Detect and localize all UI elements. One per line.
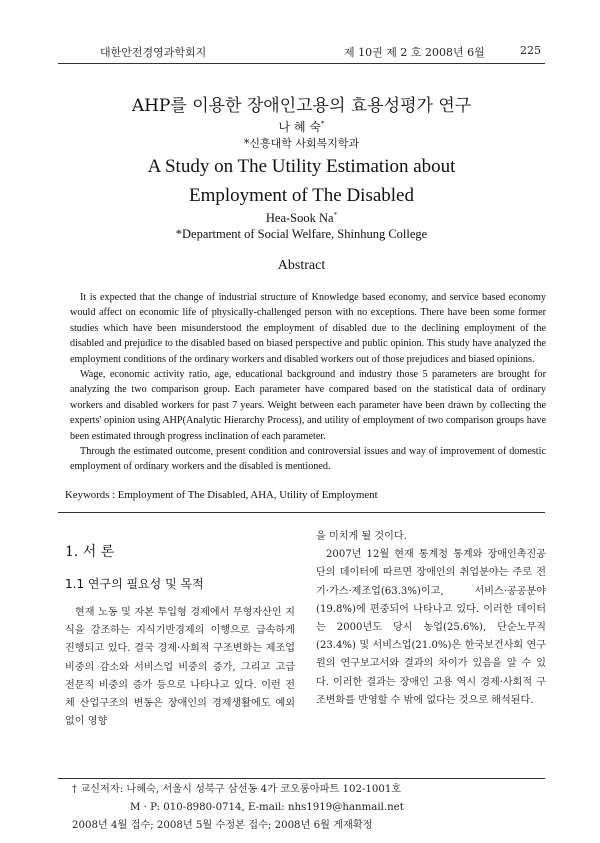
abstract-body: [70, 290, 546, 475]
affiliation-english: *Department of Social Welfare, Shinhung College: [175, 227, 428, 241]
abstract-rule: [58, 512, 545, 513]
abstract-paragraph-3: Through the estimated outcome, present condition and controversial issues and way of improvement of domestic employment of ordinary workers and the disabled is mentioned.: [70, 446, 546, 473]
footnote-author: † 교신저자: 나혜숙, 서울시 성북구 삼선동 4가 코오롱아파트 102-1001호: [72, 784, 402, 795]
affiliation-korean: *신흥대학 사회복지학과: [243, 137, 360, 150]
title-korean: AHP를 이용한 장애인고용의 효용성평가 연구: [131, 96, 472, 116]
author-korean: 나 혜 숙*: [278, 120, 325, 134]
subsection-heading: 1.1 연구의 필요성 및 목적: [65, 577, 204, 591]
keywords: Keywords : Employment of The Disabled, AHA, Utility of Employment: [65, 489, 378, 501]
title-english-line2: Employment of The Disabled: [189, 185, 414, 206]
section-heading: 1. 서 론: [65, 544, 115, 560]
abstract-paragraph-1: It is expected that the change of industrial structure of Knowledge based economy, and service based economy would affect on economic life of physically-challenged person with no exceptions. There have been some former studies which have been misunderstood the employment of disabled due to the declining employment of the disabled and prejudice to the disabled based on biased perspective and public opinion. This study have analyzed the employment conditions of the ordinary workers and disabled workers out of those prejudices and biased opinions.: [70, 292, 546, 365]
footnote-dates: 2008년 4월 접수; 2008년 5월 수정본 접수; 2008년 6월 게재확정: [72, 820, 373, 831]
author-english: Hea-Sook Na*: [265, 211, 338, 226]
left-column-text: [65, 604, 295, 731]
abstract-paragraph-2: Wage, economic activity ratio, age, educational background and industry those 5 parameters are brought for analyzing the two comparison group. Each parameter have compared based on the statistical data of ordinary workers and disabled workers for past 7 years. Weight between each parameter have been drawn by collecting the experts' opinion using AHP(Analytic Hierarchy Process), and utility of employment of two comparison groups have been estimated through progress inclination of each parameter.: [70, 369, 546, 442]
header-rule: [58, 63, 545, 64]
page-number: 225: [520, 44, 541, 57]
title-english-line1: A Study on The Utility Estimation about: [147, 156, 456, 177]
abstract-heading: Abstract: [277, 258, 326, 273]
footnote-contact: M · P: 010-8980-0714, E-mail: nhs1919@hanmail.net: [130, 802, 404, 813]
footnote-rule: [58, 778, 545, 779]
right-paragraph: 2007년 12월 현재 통계청 통계와 장애인촉진공단의 데이터에 따르면 장애인의 취업분야는 주로 전기·가스·제조업(63.3%)이고, 서비스·공공분야(19.8%)에 편중되어 나타나고 있다. 이러한 데이터는 2000년도 당시 농업(25.6%), 단순노무직(23.4%) 및 서비스업(21.0%)은 한국보건사회 연구원의 연구보고서와 결과의 차이가 있음을 알 수 있다. 이러한 결과는 장애인 고용 역시 경제·사회적 구조변화를 반영할 수 밖에 없다는 것으로 해석된다.: [316, 549, 546, 706]
left-paragraph: 현재 노동 및 자본 투입형 경제에서 무형자산인 지식을 강조하는 지식기반경제의 이행으로 급속하게 진행되고 있다. 결국 경제·사회적 구조변화는 제조업 비중의 감소와 서비스업 비중의 증가, 그리고 고급 전문직 비중의 증가 등으로 나타나고 있다. 이런 전체 산업구조의 변동은 장애인의 경제생활에도 예외 없이 영향: [65, 607, 295, 728]
issue-info: 제 10권 제 2 호 2008년 6월: [344, 46, 485, 59]
right-paragraph-continued: 을 미치게 될 것이다.: [316, 531, 407, 542]
right-column-text: [316, 528, 546, 710]
journal-name: 대한안전경영과학회지: [100, 46, 207, 59]
